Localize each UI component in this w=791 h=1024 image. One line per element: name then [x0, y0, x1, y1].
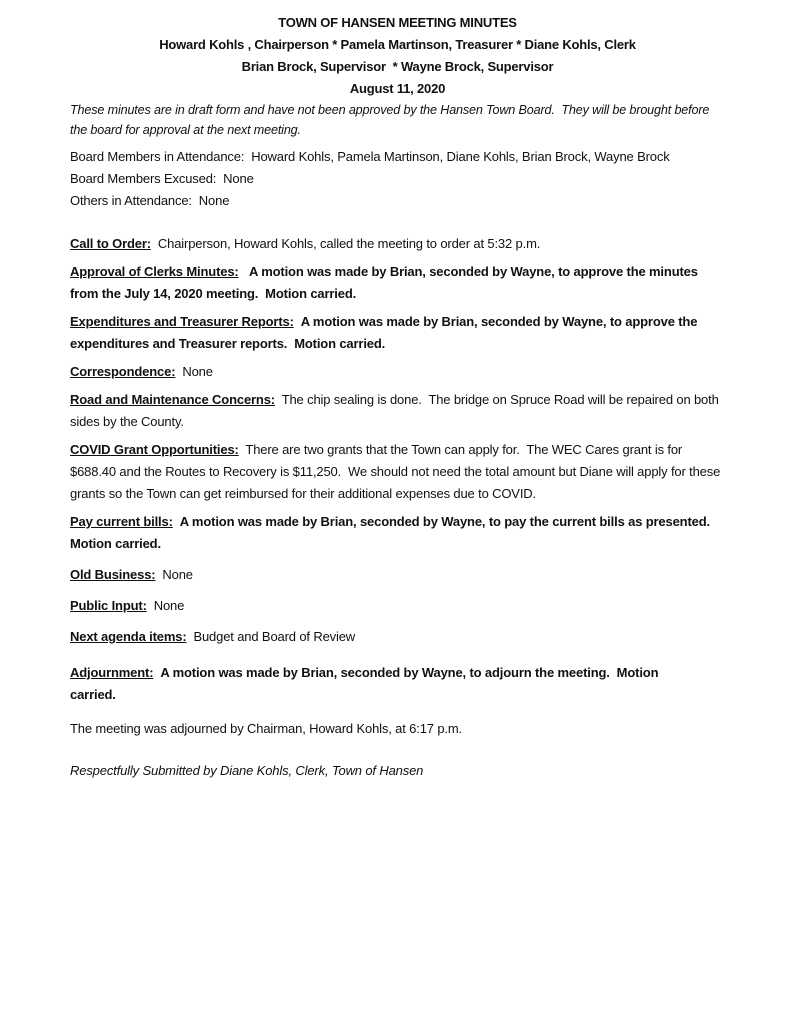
- section-next-agenda: [70, 626, 725, 648]
- section-pay-bills: [70, 511, 725, 555]
- section-text: None: [182, 364, 213, 379]
- section-label: Adjournment:: [70, 665, 154, 680]
- section-text: Chairperson, Howard Kohls, called the meeting to order at 5:32 p.m.: [157, 236, 541, 251]
- officers-line-2: Brian Brock, Supervisor * Wayne Brock, Supervisor: [241, 59, 554, 74]
- attendance-others: Others in Attendance: None: [70, 193, 230, 208]
- officers-line-1: Howard Kohls , Chairperson * Pamela Martinson, Treasurer * Diane Kohls, Clerk: [159, 37, 636, 52]
- section-text: A motion was made by Brian, seconded by Wayne, to adjourn the meeting. Motion carried.: [70, 665, 662, 702]
- attendance-present: Board Members in Attendance: Howard Kohls, Pamela Martinson, Diane Kohls, Brian Brock, Wayne Brock: [70, 149, 670, 164]
- section-label: Next agenda items:: [70, 629, 187, 644]
- attendance-block: [70, 146, 725, 212]
- section-label: Expenditures and Treasurer Reports:: [70, 314, 294, 329]
- section-expenditures: [70, 311, 725, 355]
- section-text: A motion was made by Brian, seconded by Wayne, to approve the expenditures and Treasurer reports. Motion carried.: [70, 314, 701, 351]
- meeting-date: August 11, 2020: [349, 81, 446, 96]
- document-title: TOWN OF HANSEN MEETING MINUTES: [278, 15, 517, 30]
- section-label: Road and Maintenance Concerns:: [70, 392, 275, 407]
- section-label: Old Business:: [70, 567, 156, 582]
- section-label: COVID Grant Opportunities:: [70, 442, 239, 457]
- section-text: A motion was made by Brian, seconded by Wayne, to approve the minutes from the July 14, 2020 meeting. Motion carried.: [70, 264, 702, 301]
- section-covid-grants: [70, 439, 725, 505]
- section-label: Approval of Clerks Minutes:: [70, 264, 239, 279]
- section-text: None: [162, 567, 193, 582]
- section-label: Call to Order:: [70, 236, 151, 251]
- section-road-maintenance: [70, 389, 725, 433]
- section-text: None: [153, 598, 185, 613]
- section-text: A motion was made by Brian, seconded by Wayne, to pay the current bills as presented. Motion carried.: [70, 514, 717, 551]
- section-text: There are two grants that the Town can apply for. The WEC Cares grant is for $688.40 and the Routes to Recovery is $11,250. We should not need the total amount but Diane will apply for these grants so the Town can get reimbursed for their additional expenses due to COVID.: [70, 442, 724, 501]
- section-adjournment: [70, 662, 725, 706]
- section-text: The chip sealing is done. The bridge on Spruce Road will be repaired on both sides by the County.: [70, 392, 723, 429]
- section-approval-minutes: [70, 261, 725, 305]
- section-label: Pay current bills:: [70, 514, 173, 529]
- section-call-to-order: [70, 233, 725, 255]
- section-correspondence: [70, 361, 725, 383]
- signature-line: Respectfully Submitted by Diane Kohls, Clerk, Town of Hansen: [70, 763, 424, 778]
- document-header: [70, 12, 725, 100]
- section-old-business: [70, 564, 725, 586]
- closing-statement: The meeting was adjourned by Chairman, Howard Kohls, at 6:17 p.m.: [70, 721, 463, 736]
- section-public-input: [70, 595, 725, 617]
- draft-note: These minutes are in draft form and have not been approved by the Hansen Town Board. They will be brought before the board for approval at the next meeting.: [70, 103, 713, 137]
- section-label: Correspondence:: [70, 364, 176, 379]
- section-label: Public Input:: [70, 598, 147, 613]
- attendance-excused: Board Members Excused: None: [70, 171, 254, 186]
- section-text: Budget and Board of Review: [193, 629, 356, 644]
